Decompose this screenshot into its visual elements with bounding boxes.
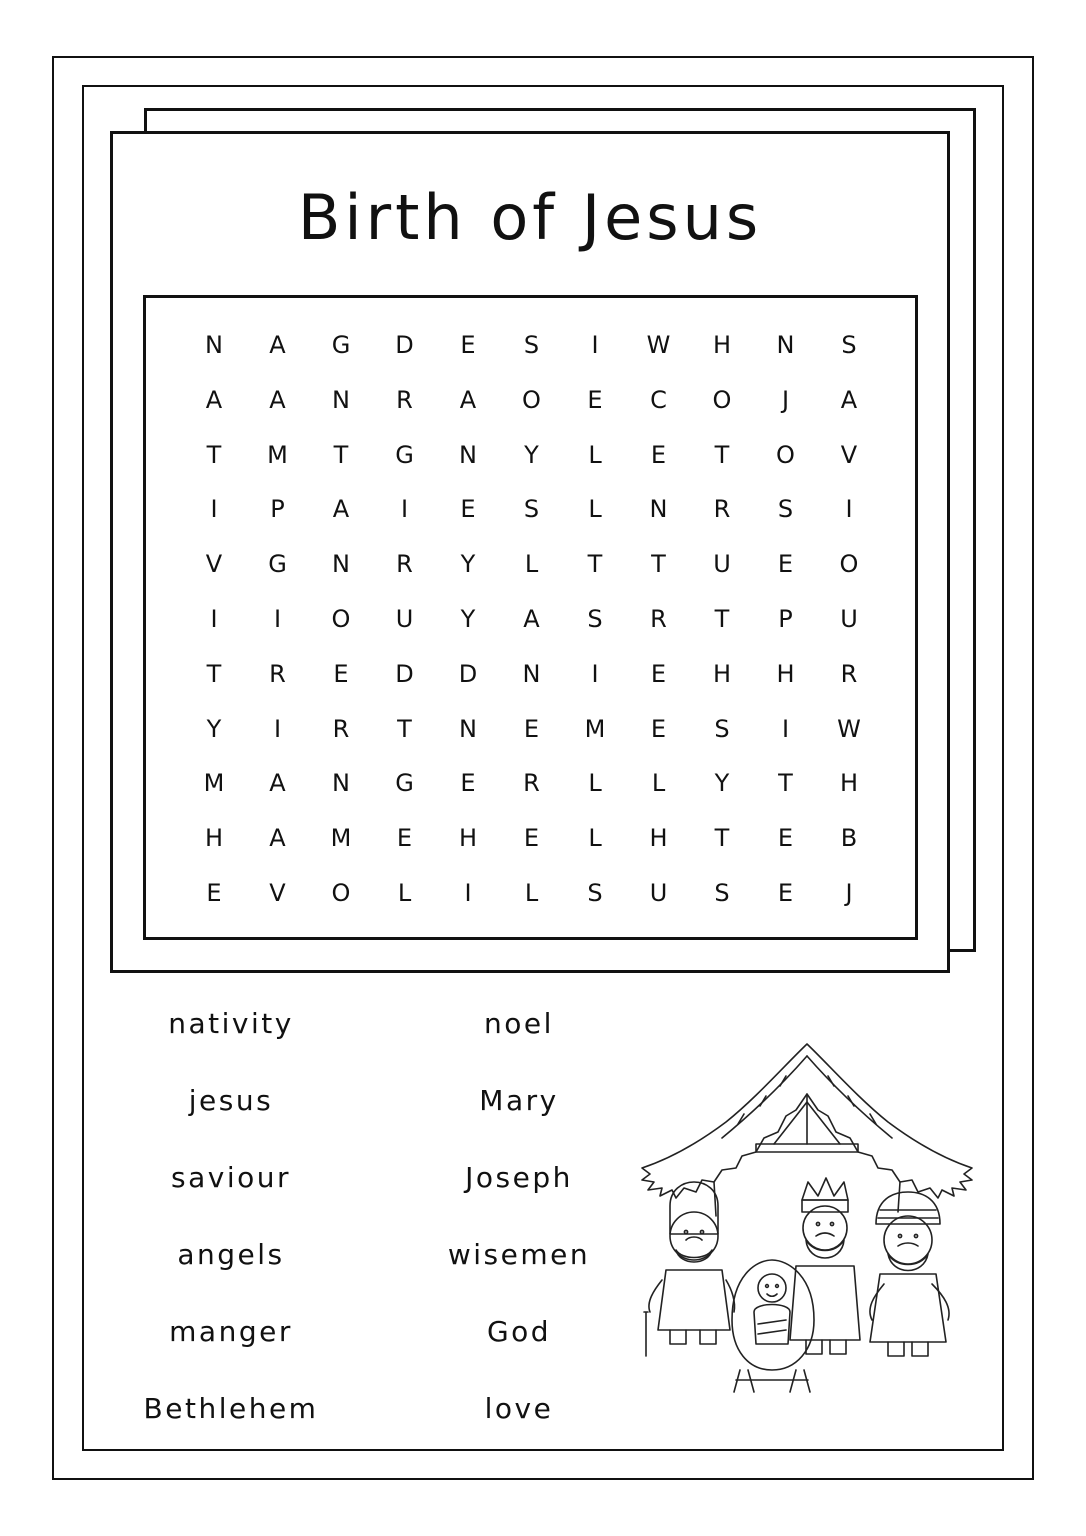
grid-letter: Y <box>524 440 539 469</box>
grid-letter: A <box>269 824 286 853</box>
grid-letter: M <box>330 824 352 853</box>
grid-letter: G <box>395 440 414 469</box>
grid-letter: A <box>332 495 350 524</box>
grid-letter: U <box>713 550 731 579</box>
grid-letter: S <box>714 714 730 743</box>
grid-letter: L <box>588 440 602 469</box>
grid-letter: S <box>523 331 540 359</box>
grid-letter: T <box>714 440 730 469</box>
grid-letter: O <box>331 879 351 907</box>
grid-letter: L <box>588 769 602 798</box>
grid-letter: M <box>203 769 225 798</box>
grid-letter: B <box>840 824 858 853</box>
grid-letter: R <box>396 550 413 579</box>
grid-letter: J <box>781 385 790 414</box>
grid-letter: E <box>460 769 476 798</box>
grid-letter: O <box>776 440 795 469</box>
grid-letter: I <box>781 714 790 743</box>
grid-letter: H <box>712 659 732 688</box>
grid-letter: A <box>269 331 286 359</box>
grid-letter: L <box>524 879 539 907</box>
wiseman-figure <box>870 1192 949 1356</box>
grid-letter: D <box>395 659 414 688</box>
grid-letter: A <box>269 769 286 798</box>
word-list-item: Bethlehem <box>143 1392 319 1425</box>
grid-letter: V <box>269 879 286 907</box>
grid-letter: G <box>395 769 414 798</box>
grid-letter: E <box>523 714 540 743</box>
grid-letter: R <box>713 495 731 524</box>
baby-in-manger <box>732 1260 814 1392</box>
grid-letter: L <box>397 879 412 907</box>
grid-letter: A <box>269 385 286 414</box>
grid-letter: R <box>396 385 413 414</box>
grid-letter: E <box>777 550 794 579</box>
grid-letter: E <box>333 659 349 688</box>
grid-letter: H <box>712 331 732 359</box>
grid-letter: H <box>839 769 859 798</box>
word-list-item: nativity <box>168 1007 294 1040</box>
grid-letter: J <box>845 879 853 907</box>
grid-letter: E <box>396 824 413 853</box>
grid-letter: E <box>777 879 794 907</box>
grid-letter: Y <box>206 714 222 743</box>
grid-letter: T <box>651 550 666 579</box>
grid-letter: W <box>837 714 861 743</box>
grid-letter: N <box>522 659 541 688</box>
grid-letter: Y <box>460 550 476 579</box>
grid-letter: L <box>524 550 539 579</box>
grid-letter: L <box>588 495 602 524</box>
grid-letter: R <box>650 605 667 633</box>
grid-letter: R <box>332 714 350 743</box>
grid-letter: U <box>840 605 858 633</box>
grid-letter: U <box>649 879 668 907</box>
grid-letter: I <box>591 331 599 359</box>
grid-letter: E <box>777 824 794 853</box>
grid-letter: L <box>651 769 666 798</box>
grid-letter: M <box>267 440 288 469</box>
grid-letter: N <box>459 714 477 743</box>
grid-letter: A <box>523 605 540 633</box>
grid-letter: M <box>584 714 606 743</box>
grid-letter: E <box>460 495 476 524</box>
word-list-item: God <box>486 1315 552 1348</box>
grid-letter: I <box>273 605 282 633</box>
grid-letter: H <box>649 824 668 853</box>
grid-letter: I <box>464 879 472 907</box>
grid-letter: T <box>206 659 222 688</box>
grid-letter: O <box>522 385 541 414</box>
grid-letter: P <box>270 495 285 524</box>
grid-letter: I <box>845 495 853 524</box>
grid-letter: A <box>205 385 223 414</box>
word-list-item: wisemen <box>447 1238 591 1271</box>
grid-letter: I <box>210 605 218 633</box>
grid-letter: I <box>210 495 218 524</box>
grid-letter: T <box>714 605 730 633</box>
grid-letter: E <box>206 879 222 907</box>
grid-letter: V <box>840 440 858 469</box>
grid-letter: E <box>650 440 667 469</box>
grid-letter: N <box>776 331 795 359</box>
stable-frame <box>714 1094 900 1216</box>
grid-letter: A <box>840 385 858 414</box>
grid-letter: R <box>840 659 858 688</box>
grid-letter: E <box>650 659 667 688</box>
grid-letter: G <box>331 331 351 359</box>
grid-letter: E <box>523 824 540 853</box>
grid-letter: C <box>650 385 667 414</box>
grid-letter: S <box>587 879 603 907</box>
word-list-item: Mary <box>479 1084 559 1117</box>
grid-letter: S <box>587 605 603 633</box>
grid-letter: P <box>778 605 793 633</box>
grid-letter: I <box>273 714 282 743</box>
grid-letter: E <box>460 331 476 359</box>
grid-letter: O <box>712 385 732 414</box>
grid-letter: Y <box>460 605 476 633</box>
grid-letter: N <box>459 440 477 469</box>
grid-letter: T <box>778 769 793 798</box>
grid-letter: U <box>395 605 414 633</box>
grid-letter: H <box>776 659 795 688</box>
grid-letter: D <box>458 659 478 688</box>
grid-letter: T <box>397 714 412 743</box>
grid-letter: V <box>205 550 223 579</box>
grid-letter: H <box>458 824 478 853</box>
grid-letter: N <box>332 385 350 414</box>
grid-letter: R <box>269 659 286 688</box>
word-list-item: saviour <box>171 1161 291 1194</box>
grid-letter: I <box>400 495 409 524</box>
grid-letter: O <box>839 550 859 579</box>
word-list-item: angels <box>177 1238 285 1271</box>
grid-letter: S <box>523 495 540 524</box>
grid-letter: H <box>204 824 224 853</box>
grid-letter: R <box>523 769 540 798</box>
grid-letter: S <box>777 495 794 524</box>
grid-letter: O <box>331 605 351 633</box>
grid-letter: W <box>646 331 671 359</box>
grid-letter: T <box>206 440 222 469</box>
grid-letter: Y <box>714 769 730 798</box>
grid-letter: I <box>591 659 599 688</box>
grid-letter: D <box>395 331 414 359</box>
grid-letter: E <box>587 385 603 414</box>
grid-letter: T <box>587 550 603 579</box>
grid-letter: G <box>268 550 287 579</box>
grid-letter: E <box>650 714 667 743</box>
king-figure <box>790 1178 860 1354</box>
grid-letter: S <box>841 331 857 359</box>
grid-letter: L <box>588 824 602 853</box>
word-search-grid <box>143 295 918 940</box>
page-title: Birth of Jesus <box>297 181 763 254</box>
grid-letter: A <box>459 385 477 414</box>
shepherd-figure <box>644 1182 735 1356</box>
word-list-item: Joseph <box>465 1161 573 1194</box>
grid-letter: N <box>332 550 350 579</box>
grid-letter: S <box>714 879 730 907</box>
grid-letter: N <box>205 331 223 359</box>
word-list-item: love <box>484 1392 554 1425</box>
grid-letter: N <box>332 769 350 798</box>
nativity-scene-illustration <box>636 1040 978 1400</box>
word-list-item: jesus <box>188 1084 274 1117</box>
grid-letter: T <box>714 824 730 853</box>
word-list-item: noel <box>484 1007 554 1040</box>
grid-letter: N <box>649 495 668 524</box>
grid-letter: T <box>333 440 349 469</box>
word-list-item: manger <box>169 1315 293 1348</box>
